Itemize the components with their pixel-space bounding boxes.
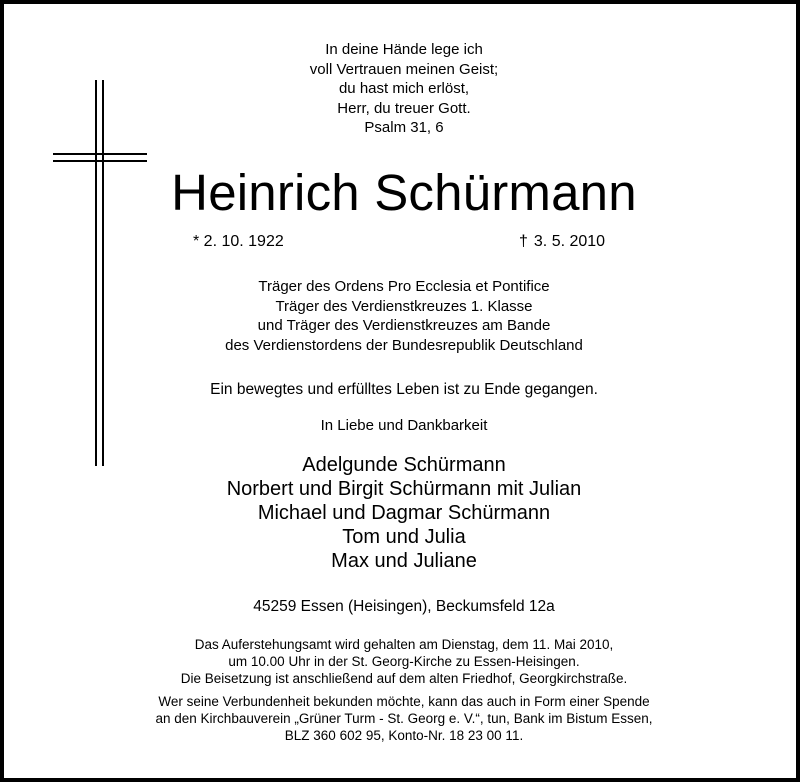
- quote-line: Herr, du treuer Gott.: [337, 99, 471, 117]
- quote-line: In deine Hände lege ich: [325, 41, 483, 58]
- death-date: 3. 5. 2010: [533, 233, 606, 250]
- service-line: um 10.00 Uhr in der St. Georg-Kirche zu Essen-Heisingen.: [228, 654, 580, 669]
- mourner-name: Michael und Dagmar Schürmann: [257, 502, 551, 524]
- psalm-quote: [4, 40, 800, 138]
- service-line: Die Beisetzung ist anschließend auf dem alten Friedhof, Georgkirchstraße.: [180, 671, 628, 686]
- honor-item: des Verdienstordens der Bundesrepublik Deutschland: [225, 336, 583, 354]
- quote-source: Psalm 31, 6: [364, 119, 444, 136]
- dagger-icon: †: [519, 233, 528, 250]
- cross-vertical-line: [102, 80, 104, 466]
- cross-vertical-line: [95, 80, 97, 466]
- honors-list: [4, 277, 800, 355]
- donation-details: [4, 693, 800, 744]
- honor-item: Träger des Verdienstkreuzes 1. Klasse: [275, 297, 533, 315]
- honor-item: Träger des Ordens Pro Ecclesia et Pontifice: [258, 278, 550, 295]
- mourners-list: [4, 453, 800, 573]
- life-statement: Ein bewegtes und erfülltes Leben ist zu Ende gegangen.: [210, 381, 598, 398]
- mourner-name: Max und Juliane: [331, 550, 477, 572]
- mourner-name: Tom und Julia: [342, 526, 466, 548]
- cross-horizontal-line: [53, 153, 147, 155]
- deceased-name: Heinrich Schürmann: [171, 164, 637, 221]
- service-details: [4, 636, 800, 687]
- honor-item: und Träger des Verdienstkreuzes am Bande: [257, 317, 551, 334]
- death-date-group: [519, 233, 605, 251]
- donation-line: an den Kirchbauverein „Grüner Turm - St. Georg e. V.“, tun, Bank im Bistum Essen,: [155, 711, 653, 726]
- quote-line: voll Vertrauen meinen Geist;: [309, 60, 499, 78]
- cross-horizontal-line: [53, 160, 147, 162]
- family-address: 45259 Essen (Heisingen), Beckumsfeld 12a: [253, 598, 555, 615]
- mourner-name: Adelgunde Schürmann: [302, 454, 506, 476]
- quote-line: du hast mich erlöst,: [338, 80, 470, 97]
- dedication-text: In Liebe und Dankbarkeit: [320, 417, 488, 434]
- birth-date: * 2. 10. 1922: [193, 233, 284, 250]
- donation-line: BLZ 360 602 95, Konto-Nr. 18 23 00 11.: [284, 728, 524, 743]
- donation-line: Wer seine Verbundenheit bekunden möchte, kann das auch in Form einer Spende: [158, 694, 650, 709]
- service-line: Das Auferstehungsamt wird gehalten am Dienstag, dem 11. Mai 2010,: [194, 637, 614, 652]
- mourner-name: Norbert und Birgit Schürmann mit Julian: [226, 478, 582, 500]
